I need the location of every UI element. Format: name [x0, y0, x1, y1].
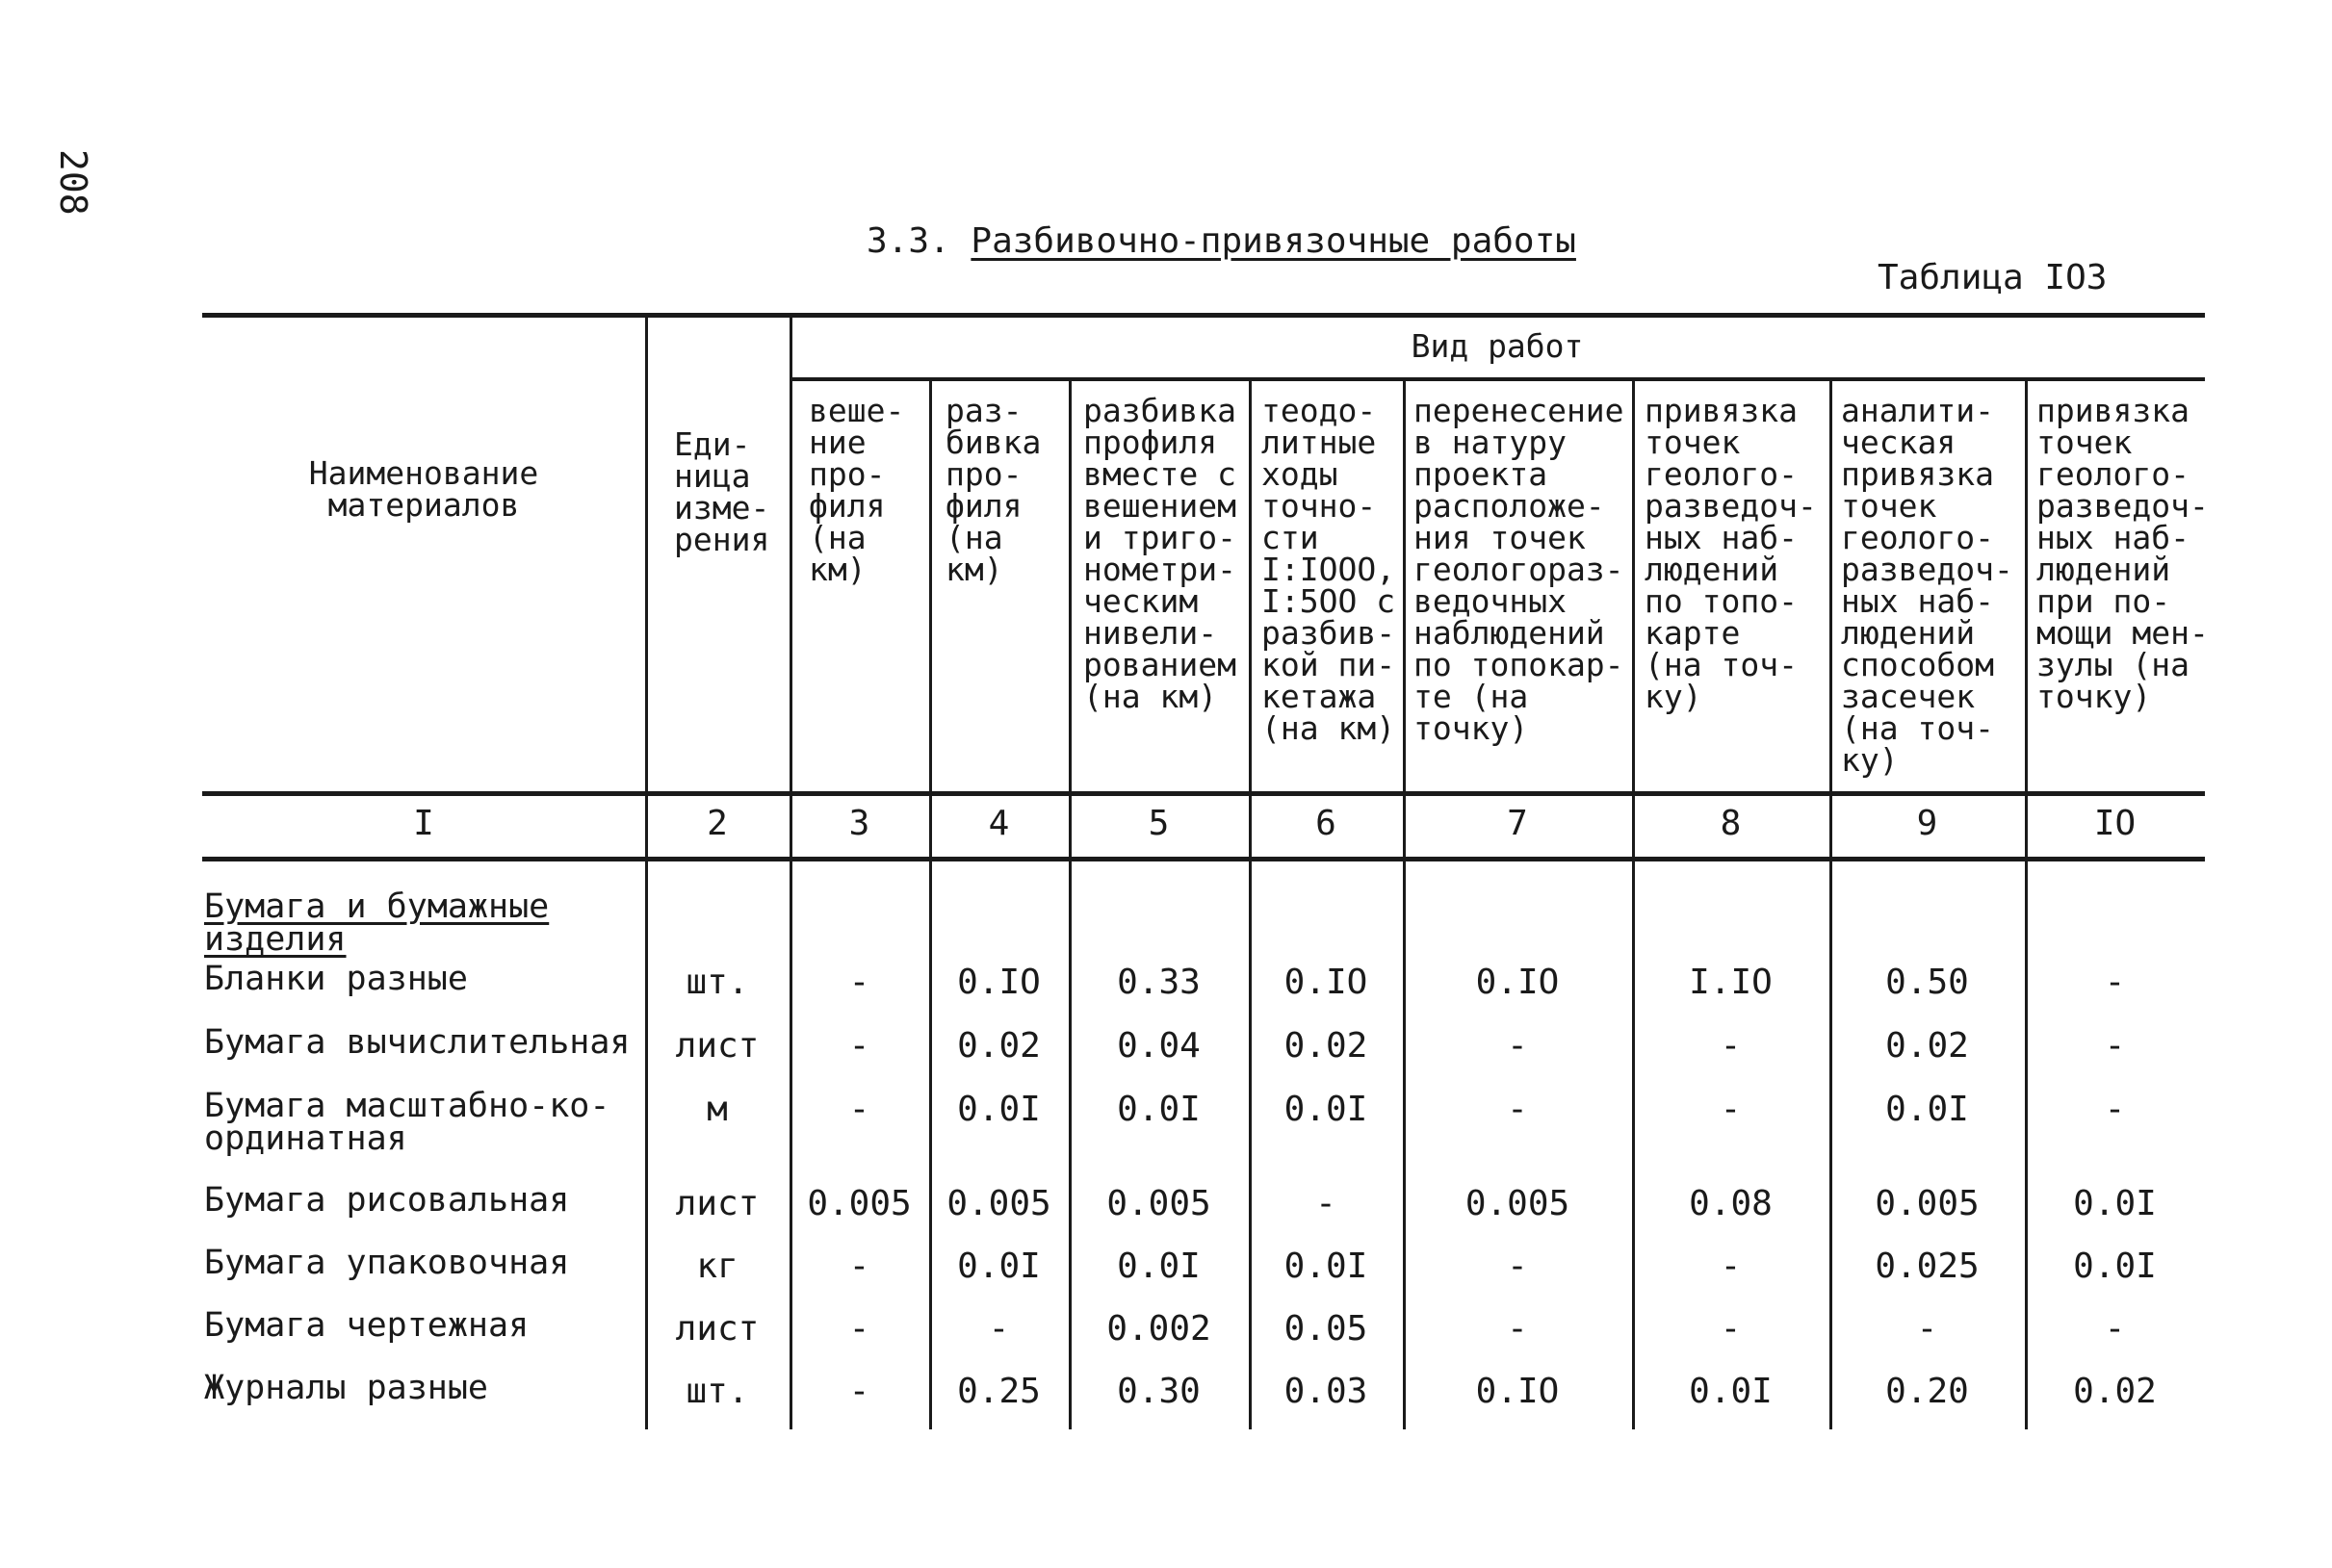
header-sub-col10: привязка точек геолого- разведоч- ных наб- людений при по- мощи мен- зулы (на точку)	[2036, 392, 2209, 715]
row-value-col8: 0.0I	[1689, 1372, 1773, 1411]
column-number: IO	[2093, 804, 2137, 843]
row-unit: лист	[675, 1026, 760, 1066]
column-number-rule	[202, 857, 2205, 861]
row-value-col8: -	[1720, 1247, 1742, 1286]
row-value-col8: I.IO	[1689, 963, 1773, 1002]
row-value-col3: -	[848, 1309, 870, 1349]
header-sub-col5: разбивка профиля вместе с вешением и триго- нометри- ческим нивели- рованием (на км)	[1083, 392, 1236, 715]
row-value-col6: 0.05	[1283, 1309, 1368, 1349]
row-value-col3: -	[848, 1247, 870, 1286]
header-bottom-rule	[202, 791, 2205, 796]
row-value-col10: 0.02	[2073, 1372, 2157, 1411]
row-value-col6: 0.IO	[1283, 963, 1368, 1002]
row-value-col9: 0.0I	[1885, 1090, 1969, 1129]
row-value-col7: -	[1507, 1247, 1528, 1286]
row-value-col10: -	[2104, 1309, 2126, 1349]
row-value-col8: -	[1720, 1026, 1742, 1066]
column-number: 7	[1507, 804, 1528, 843]
row-unit: м	[707, 1090, 728, 1129]
row-value-col7: 0.005	[1464, 1184, 1570, 1223]
section-title	[867, 221, 1576, 261]
row-value-col9: 0.20	[1885, 1372, 1969, 1411]
row-value-col9: 0.50	[1885, 963, 1969, 1002]
row-value-col4: 0.IO	[957, 963, 1041, 1002]
table-label: Таблица IO3	[1878, 258, 2108, 297]
row-value-col3: -	[848, 963, 870, 1002]
row-value-col5: 0.0I	[1117, 1090, 1201, 1129]
row-unit: лист	[675, 1184, 760, 1223]
row-value-col3: -	[848, 1372, 870, 1411]
row-value-col8: 0.08	[1689, 1184, 1773, 1223]
header-sub-col7: перенесение в натуру проекта расположе- ния точек геологораз- ведочных наблюдений по топокар- те (на точку)	[1413, 392, 1624, 747]
row-value-col7: -	[1507, 1026, 1528, 1066]
header-material-name: Наименование материалов	[308, 454, 539, 524]
row-value-col3: -	[848, 1026, 870, 1066]
table-top-rule	[202, 313, 2205, 318]
row-value-col6: -	[1315, 1184, 1336, 1223]
materials-table	[202, 313, 2209, 1429]
header-work-type: Вид работ	[1411, 327, 1584, 365]
row-value-col3: 0.005	[807, 1184, 912, 1223]
row-value-col10: -	[2104, 963, 2126, 1002]
header-sub-col4: раз- бивка про- филя (на км)	[946, 392, 1042, 588]
row-material-name: Бумага вычислительная	[204, 1023, 631, 1062]
row-value-col5: 0.30	[1117, 1372, 1201, 1411]
column-number: 9	[1916, 804, 1938, 843]
row-value-col9: 0.005	[1875, 1184, 1980, 1223]
column-number: 3	[848, 804, 870, 843]
group-heading: Бумага и бумажные изделия	[204, 887, 550, 959]
row-value-col4: 0.02	[957, 1026, 1041, 1066]
section-title-text: Разбивочно-привязочные работы	[971, 221, 1576, 261]
page-number: 208	[52, 149, 94, 216]
column-number: 4	[988, 804, 1010, 843]
row-material-name: Журналы разные	[204, 1369, 489, 1407]
row-material-name: Бумага чертежная	[204, 1306, 530, 1345]
row-value-col10: -	[2104, 1026, 2126, 1066]
row-value-col10: 0.0I	[2073, 1247, 2157, 1286]
row-value-col9: -	[1916, 1309, 1938, 1349]
row-material-name: Бумага рисовальная	[204, 1181, 570, 1220]
section-number: 3.3.	[867, 221, 950, 261]
row-value-col6: 0.02	[1283, 1026, 1368, 1066]
row-value-col6: 0.03	[1283, 1372, 1368, 1411]
header-sub-col8: привязка точек геолого- разведоч- ных наб- людений по топо- карте (на точ- ку)	[1645, 392, 1817, 715]
row-material-name: Бланки разные	[204, 960, 468, 998]
row-unit: лист	[675, 1309, 760, 1349]
row-value-col7: -	[1507, 1309, 1528, 1349]
row-value-col7: -	[1507, 1090, 1528, 1129]
row-value-col9: 0.02	[1885, 1026, 1969, 1066]
row-value-col4: 0.0I	[957, 1090, 1041, 1129]
header-sub-col3: веше- ние про- филя (на км)	[809, 392, 905, 588]
row-value-col10: -	[2104, 1090, 2126, 1129]
row-value-col8: -	[1720, 1309, 1742, 1349]
row-unit: кг	[696, 1247, 738, 1286]
header-unit: Еди- ница изме- рения	[674, 425, 770, 558]
row-value-col6: 0.0I	[1283, 1090, 1368, 1129]
column-number: I	[413, 804, 434, 843]
column-number: 6	[1315, 804, 1336, 843]
header-sub-col6: теодо- литные ходы точно- сти I:IOOO, I:5OO с разбив- кой пи- кетажа (на км)	[1261, 392, 1396, 747]
row-value-col3: -	[848, 1090, 870, 1129]
row-value-col4: 0.0I	[957, 1247, 1041, 1286]
column-number: 5	[1148, 804, 1170, 843]
group-header-rule	[790, 377, 2205, 381]
row-value-col5: 0.002	[1106, 1309, 1211, 1349]
row-value-col4: 0.25	[957, 1372, 1041, 1411]
column-number: 2	[707, 804, 728, 843]
row-material-name: Бумага упаковочная	[204, 1244, 570, 1282]
row-value-col7: 0.IO	[1475, 963, 1560, 1002]
header-sub-col9: аналити- ческая привязка точек геолого- разведоч- ных наб- людений способом засечек (на точ- ку)	[1841, 392, 2013, 779]
row-material-name: Бумага масштабно-ко- ординатная	[204, 1087, 610, 1158]
row-value-col5: 0.005	[1106, 1184, 1211, 1223]
row-value-col4: -	[988, 1309, 1010, 1349]
row-value-col4: 0.005	[946, 1184, 1051, 1223]
row-unit: шт.	[686, 1372, 749, 1411]
row-value-col9: 0.025	[1875, 1247, 1980, 1286]
row-value-col6: 0.0I	[1283, 1247, 1368, 1286]
row-value-col7: 0.IO	[1475, 1372, 1560, 1411]
row-value-col5: 0.33	[1117, 963, 1201, 1002]
row-value-col5: 0.04	[1117, 1026, 1201, 1066]
row-value-col10: 0.0I	[2073, 1184, 2157, 1223]
column-number: 8	[1720, 804, 1742, 843]
row-value-col8: -	[1720, 1090, 1742, 1129]
row-unit: шт.	[686, 963, 749, 1002]
row-value-col5: 0.0I	[1117, 1247, 1201, 1286]
